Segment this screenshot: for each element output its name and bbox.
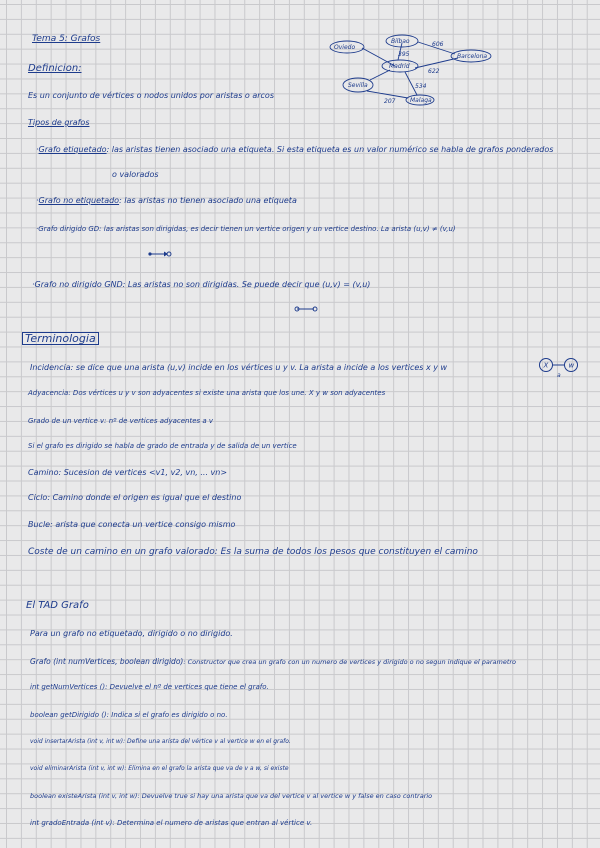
terminology-heading: Terminologia (22, 332, 99, 345)
tad-method-getdirigido: boolean getDirigido (): Indica si el grafo es dirigido o no. (30, 711, 228, 719)
definition-heading: Definicion: (28, 63, 82, 74)
graph-node-oviedo: Oviedo (334, 44, 356, 51)
graph-weight: 606 (432, 41, 444, 48)
tad-method-existearista: boolean existeArista (int v, int w): Devuelve true si hay una arista que va del vertice v al vertice w y false en caso contrario (30, 792, 433, 800)
tad-method-getnumvertices: int getNumVertices (): Devuelve el nº de vertices que tiene el grafo. (30, 683, 269, 691)
graph-weight: 395 (398, 51, 410, 58)
tad-method-constructor: Grafo (int numVertices, boolean dirigido): Constructor que crea un grafo con un numero de vertices y dirigido o no segun indique el parametro (30, 657, 517, 666)
incidence-node-x: X (543, 361, 549, 370)
weighted-graph-diagram (320, 28, 500, 113)
definition-text: Es un conjunto de vértices o nodos unidos por aristas o arcos (28, 91, 274, 100)
undirected-edge-icon (294, 305, 318, 313)
term-coste: Coste de un camino en un grafo valorado: Es la suma de todos los pesos que constituyen el camino (28, 547, 478, 557)
incidence-diagram (538, 356, 582, 380)
page-title: Tema 5: Grafos (32, 34, 101, 44)
graph-weight: 534 (415, 83, 427, 90)
tad-heading: El TAD Grafo (26, 600, 89, 611)
types-heading: Tipos de grafos (28, 118, 90, 127)
tad-method-gradoentrada: int gradoEntrada (int v): Determina el numero de aristas que entran al vértice v. (30, 819, 313, 827)
type-item-dirigido: ·Grafo dirigido GD: las aristas son dirigidas, es decir tienen un vertice origen y un vertice destino. La arista (u,v) ≠ (v,u) (36, 225, 456, 233)
directed-edge-icon (148, 250, 172, 258)
incidence-edge-label: a (557, 372, 561, 379)
graph-node-malaga: Malaga (410, 97, 432, 104)
type-item-no-etiquetado: ·Grafo no etiquetado: las aristas no tienen asociado una etiqueta (36, 196, 297, 205)
term-ciclo: Ciclo: Camino donde el origen es igual que el destino (28, 493, 242, 502)
graph-weight: 207 (384, 98, 396, 105)
term-bucle: Bucle: arista que conecta un vertice consigo mismo (28, 520, 236, 529)
incidence-node-w: w (568, 361, 575, 370)
graph-node-madrid: Madrid (389, 63, 410, 70)
term-camino: Camino: Sucesion de vertices <v1, v2, vn, ... vn> (28, 468, 228, 477)
term-grado: Grado de un vertice v: nº de vertices adyacentes a v (28, 417, 214, 425)
term-grado-dirigido: Si el grafo es dirigido se habla de grado de entrada y de salida de un vertice (28, 442, 297, 450)
graph-node-bilbao: Bilbao (391, 38, 410, 45)
type-item-no-dirigido: ·Grafo no dirigido GND: Las aristas no son dirigidas. Se puede decir que (u,v) = (v,u) (32, 280, 371, 289)
term-adyacencia: Adyacencia: Dos vértices u y v son adyacentes si existe una arista que los une. X y w son adyacentes (28, 389, 386, 397)
type-item-etiquetado-continuation: o valorados (112, 170, 159, 179)
tad-intro: Para un grafo no etiquetado, dirigido o no dirigido. (30, 629, 233, 638)
graph-weight: 622 (428, 68, 440, 75)
graph-node-barcelona: Barcelona (457, 53, 488, 60)
graph-node-sevilla: Sevilla (348, 82, 368, 89)
term-incidencia: Incidencia: se dice que una arista (u,v) incide en los vértices u y v. La arista a incide a los vertices x y w (30, 363, 448, 372)
tad-method-insertararista: void insertarArista (int v, int w): Define una arista del vértice v al vertice w en el grafo. (30, 738, 291, 745)
tad-method-eliminararista: void eliminarArista (int v, int w): Elimina en el grafo la arista que va de v a w, si existe (30, 765, 289, 772)
type-item-etiquetado: ·Grafo etiquetado: las aristas tienen asociado una etiqueta. Si esta etiqueta es un valor numérico se habla de grafos ponderados (36, 145, 554, 154)
